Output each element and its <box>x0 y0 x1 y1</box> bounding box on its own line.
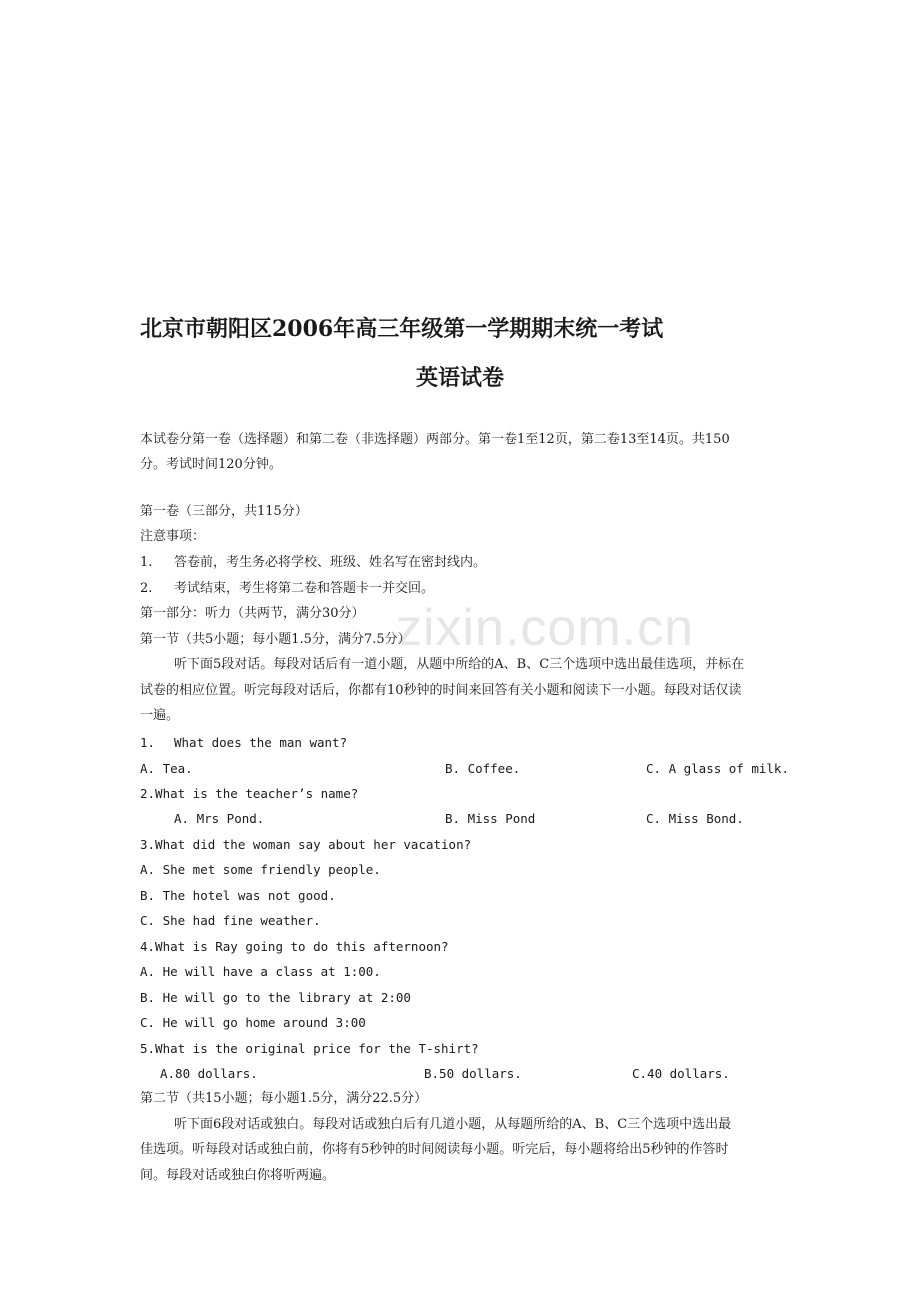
notice-text: 答卷前，考生务必将学校、班级、姓名写在密封线内。 <box>174 555 487 570</box>
question-4-option-c: C. He will go home around 3:00 <box>140 1015 366 1030</box>
question-3: 3.What did the woman say about her vacation? <box>140 837 472 852</box>
question-3-option-b: B. The hotel was not good. <box>140 888 336 903</box>
question-5: 5.What is the original price for the T-shirt? <box>140 1041 479 1056</box>
section1-instruction-line-3: 一遍。 <box>140 708 180 723</box>
page-subtitle: 英语试卷 <box>415 365 504 391</box>
section2-instruction-line-3: 间。每段对话或独白你将听两遍。 <box>140 1168 336 1183</box>
question-text: What does the man want? <box>174 735 348 750</box>
option-a: A.80 dollars. <box>160 1066 258 1081</box>
notice-text: 考试结束，考生将第二卷和答题卡一并交回。 <box>174 581 435 596</box>
option-c: C. A glass of milk. <box>646 761 789 776</box>
question-1 <box>140 730 800 756</box>
notice-number: 2. <box>140 581 153 596</box>
option-b: B. Miss Pond <box>445 811 536 826</box>
notice-item <box>140 576 800 602</box>
question-number: 1. <box>140 735 156 750</box>
question-4-option-b: B. He will go to the library at 2:00 <box>140 990 411 1005</box>
intro-line-2: 分。考试时间120分钟。 <box>140 457 282 472</box>
section1-instruction-line-1 <box>140 652 800 678</box>
question-3-option-c: C. She had fine weather. <box>140 913 321 928</box>
section2-instruction-line-2: 佳选项。听每段对话或独白前，你将有5秒钟的时间阅读每小题。听完后，每小题将给出5秒钟的作答时 <box>140 1142 729 1157</box>
question-2: 2.What is the teacher’s name? <box>140 786 359 801</box>
question-4: 4.What is Ray going to do this afternoon? <box>140 939 449 954</box>
question-4-option-a: A. He will have a class at 1:00. <box>140 964 381 979</box>
watermark: zixin.com.cn <box>395 599 695 657</box>
option-b: B.50 dollars. <box>424 1066 522 1081</box>
notice-number: 1. <box>140 555 153 570</box>
page-title: 北京市朝阳区2006年高三年级第一学期期末统一考试 <box>140 316 664 342</box>
option-a: A. Tea. <box>140 761 193 776</box>
notice-title: 注意事项： <box>140 529 206 544</box>
notice-item <box>140 550 800 576</box>
section1-instruction-line-2: 试卷的相应位置。听完每段对话后，你都有10秒钟的时间来回答有关小题和阅读下一小题。每段对话仅读 <box>140 683 742 698</box>
option-a: A. Mrs Pond. <box>174 811 265 826</box>
instruction-text: 听下面5段对话。每段对话后有一道小题，从题中所给的A、B、C三个选项中选出最佳选项，并标在 <box>174 657 745 672</box>
option-c: C.40 dollars. <box>632 1066 730 1081</box>
intro-line-1: 本试卷分第一卷（选择题）和第二卷（非选择题）两部分。第一卷1至12页，第二卷13至14页。共150 <box>140 432 730 447</box>
question-3-option-a: A. She met some friendly people. <box>140 862 381 877</box>
option-b: B. Coffee. <box>445 761 521 776</box>
section1-heading: 第一节（共5小题；每小题1.5分，满分7.5分） <box>140 632 411 647</box>
part1-heading: 第一卷（三部分，共115分） <box>140 504 308 519</box>
option-c: C. Miss Bond. <box>646 811 744 826</box>
section2-instruction-line-1 <box>140 1112 800 1138</box>
section2-heading: 第二节（共15小题；每小题1.5分，满分22.5分） <box>140 1091 428 1106</box>
instruction-text: 听下面6段对话或独白。每段对话或独白后有几道小题，从每题所给的A、B、C三个选项中选出最 <box>174 1117 732 1132</box>
listening-heading: 第一部分：听力（共两节，满分30分） <box>140 606 365 621</box>
